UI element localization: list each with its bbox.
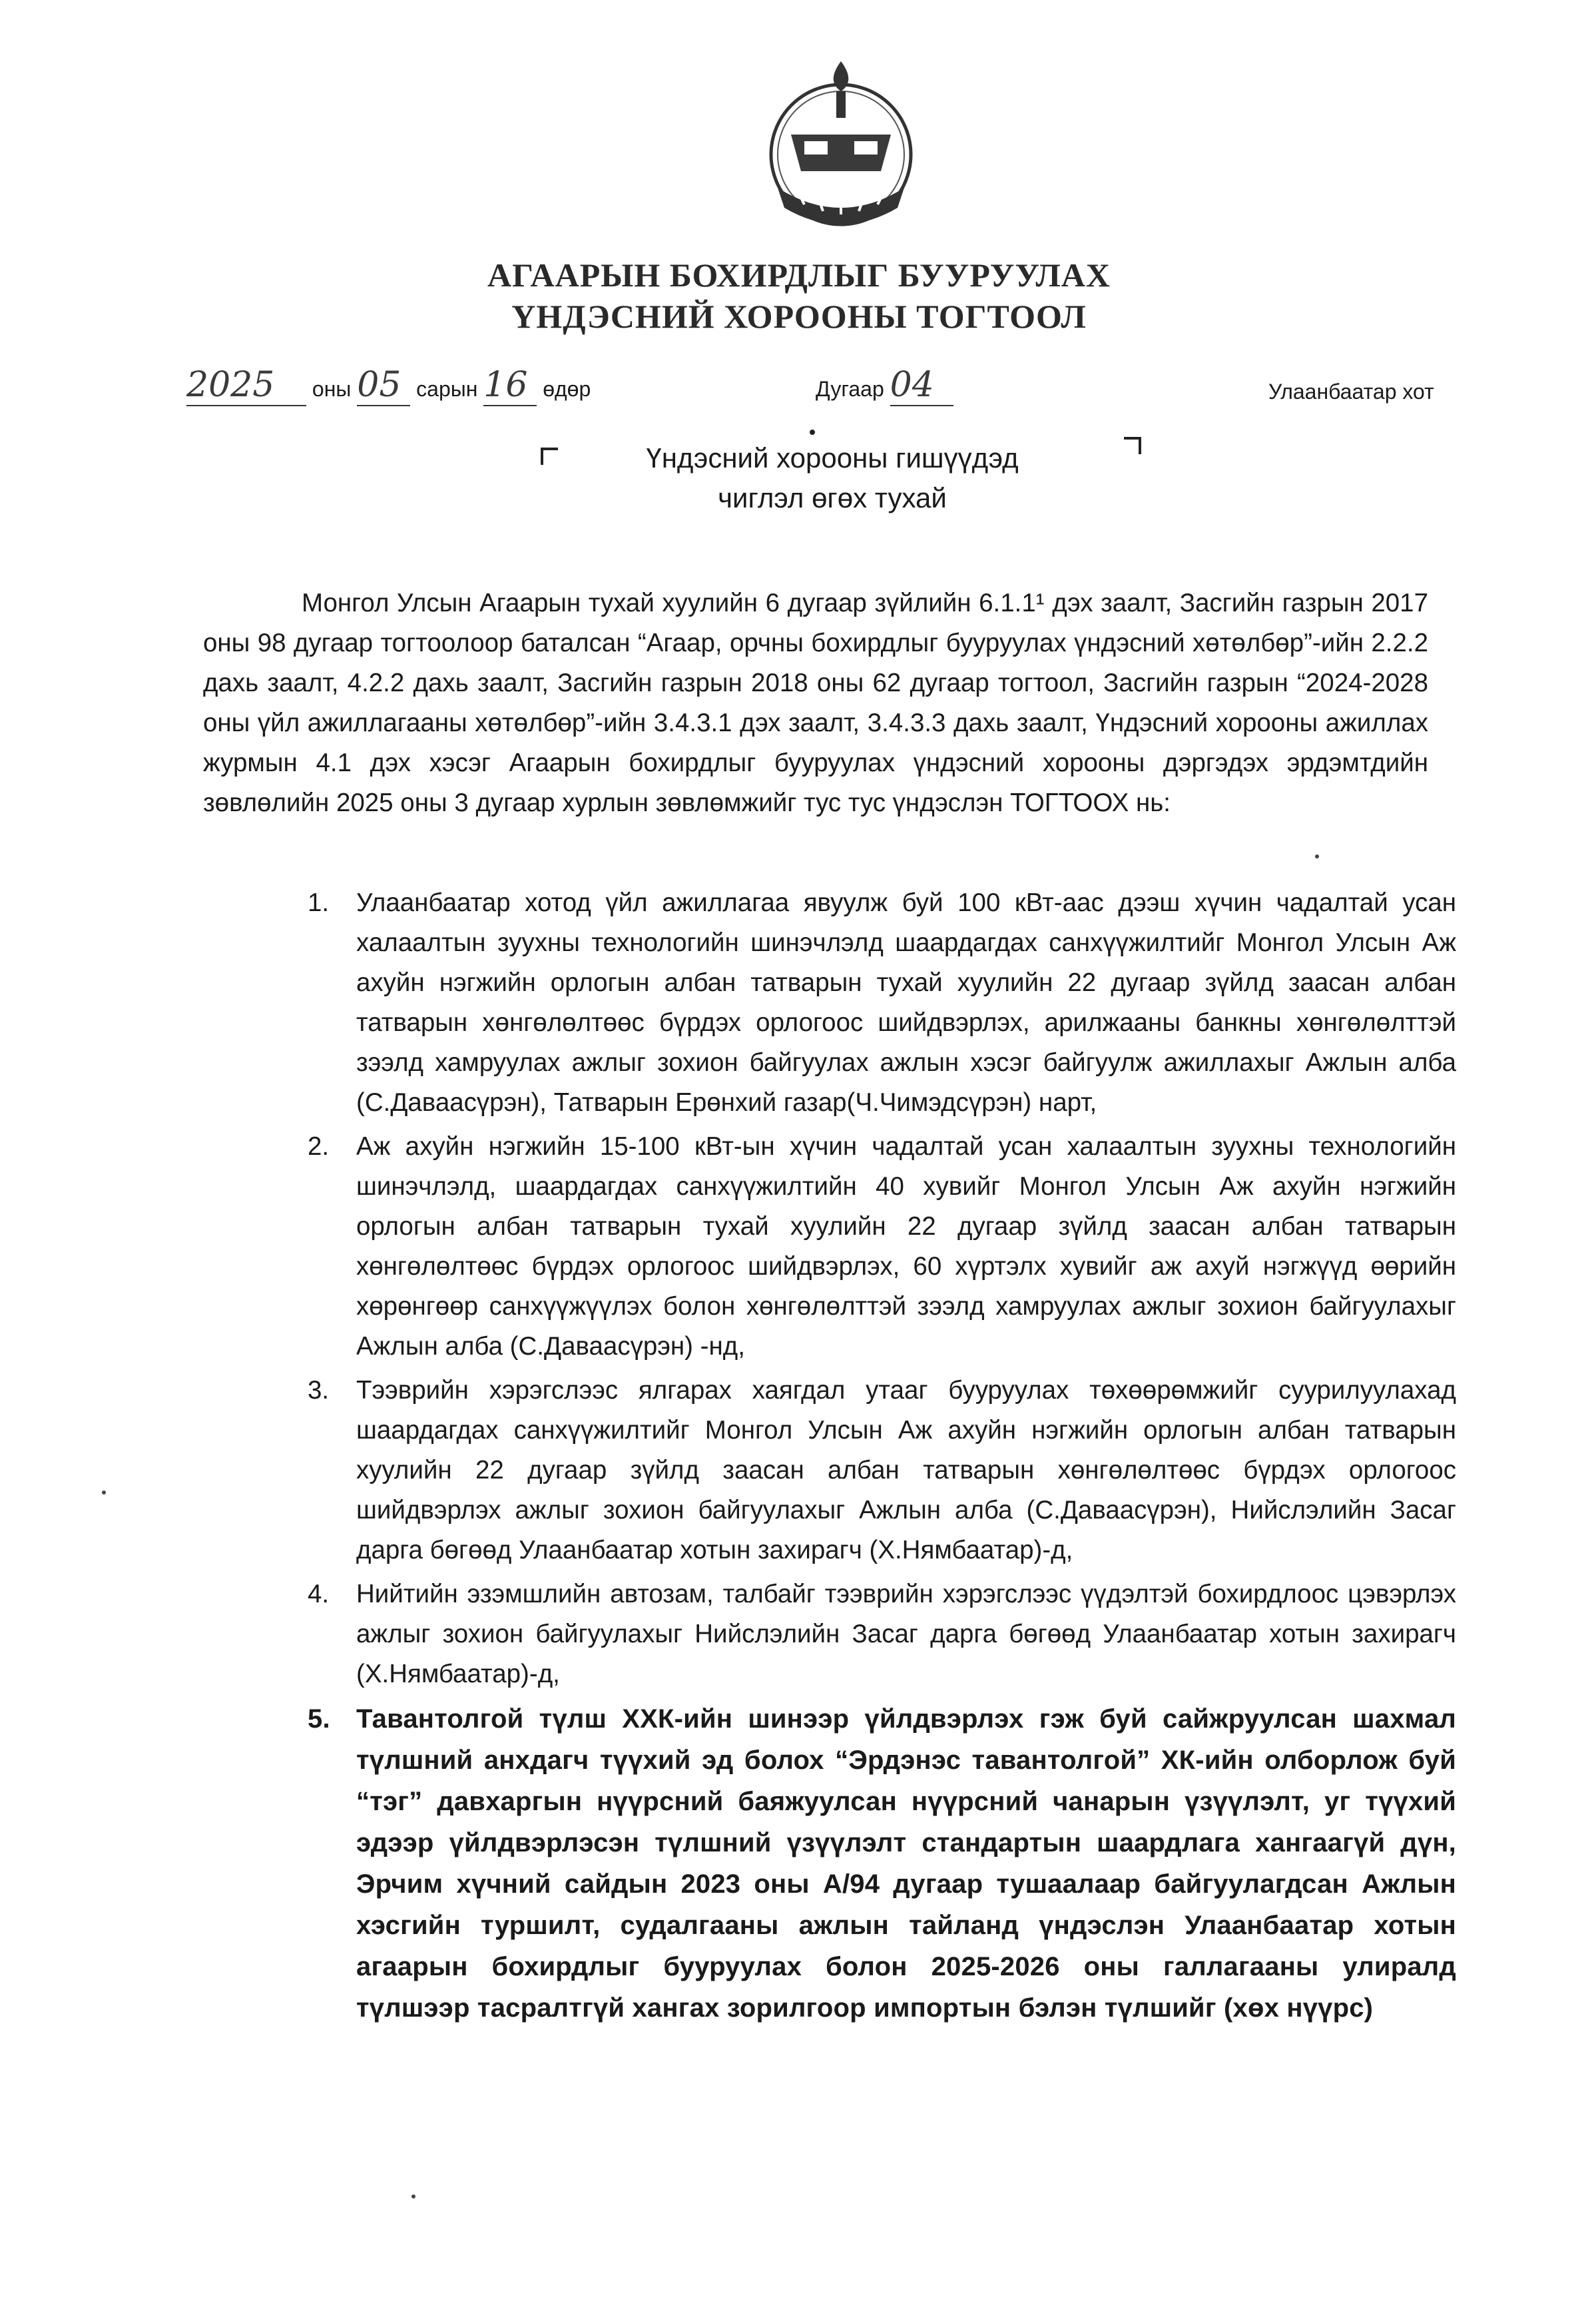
list-item-text: Тээврийн хэрэгслээс ялгарах хаягдал утааг бууруулах төхөөрөмжийг суурилуулахад шаардагдах санхүүжилтийг Монгол Улсын Аж ахуйн нэгжийн орлогын албан татварын хуулийн 22 дугаар зүйлд заасан албан татварын хөнгөлөлтөөс бүрдэх орлогоос шийдвэрлэх ажлыг зохион байгуулахыг Ажлын алба (С.Даваасүрэн), Нийслэлийн Засаг дарга бөгөөд Улаанбаатар хотын захирагч (Х.Нямбаатар)-д, <box>356 1376 1456 1564</box>
date-year: 2025 <box>186 365 306 406</box>
list-item <box>308 1127 1456 1367</box>
document-subject <box>466 438 1198 518</box>
state-emblem-icon <box>764 55 918 234</box>
number-label: Дугаар <box>816 377 884 401</box>
scan-speck <box>102 1490 106 1494</box>
list-item <box>308 1574 1456 1694</box>
list-item <box>308 1698 1456 2029</box>
number-value: 04 <box>890 365 953 406</box>
list-item-text: Улаанбаатар хотод үйл ажиллагаа явуулж буй 100 кВт-аас дээш хүчин чадалтай усан халаалтын зуухны технологийн шинэчлэлд шаардагдах санхүүжилтийг Монгол Улсын Аж ахуйн нэгжийн орлогын албан татварын тухай хуулийн 22 дугаар зүйлд заасан албан татварын хөнгөлөлтөөс бүрдэх орлогоос шийдвэрлэх, арилжааны банкны хөнгөлөлттэй зээлд хамруулах ажлыг зохион байгуулах ажлын хэсэг байгуулж ажиллахыг Ажлын алба (С.Даваасүрэн), Татварын Ерөнхий газар(Ч.Чимэдсүрэн) нарт, <box>356 888 1456 1117</box>
date-day: 16 <box>483 365 537 406</box>
list-item-text: Тавантолгой түлш ХХК-ийн шинээр үйлдвэрлэх гэж буй сайжруулсан шахмал түлшний анхдагч түүхий эд болох “Эрдэнэс тавантолгой” ХК-ийн олборлож буй “тэг” давхаргын нүүрсний баяжуулсан нүүрсний чанарын үзүүлэлт, уг түүхий эдээр үйлдвэрлэсэн түлшний үзүүлэлт стандартын шаардлага хангаагүй дүн, Эрчим хүчний сайдын 2023 оны А/94 дугаар тушаалаар байгуулагдсан Ажлын хэсгийн туршилт, судалгааны ажлын тайланд үндэслэн Улаанбаатар хотын агаарын бохирдлыг бууруулах болон 2025-2026 оны галлагааны улиралд түлшээр тасралтгүй хангах зорилгоор импортын бэлэн түлшийг (хөх нүүрс) <box>356 1704 1456 2023</box>
document-city: Улаанбаатар хот <box>1268 380 1434 404</box>
list-item-number: 3. <box>308 1376 330 1405</box>
list-item-number: 2. <box>308 1132 330 1161</box>
list-item-text: Нийтийн эзэмшлийн автозам, талбайг тээврийн хэрэгслээс үүдэлтэй бохирдлоос цэвэрлэх ажлыг зохион байгуулахыг Нийслэлийн Засаг дарга бөгөөд Улаанбаатар хотын захирагч (Х.Нямбаатар)-д, <box>356 1580 1456 1688</box>
document-number <box>816 365 953 405</box>
list-item <box>308 1371 1456 1570</box>
subject-line2: чиглэл өгөх тухай <box>718 482 947 513</box>
list-item-number: 1. <box>308 888 330 917</box>
list-item-number: 5. <box>308 1704 330 1734</box>
scan-speck <box>1315 854 1319 858</box>
date-month-suffix: сарын <box>416 377 478 401</box>
date-year-suffix: оны <box>312 377 352 401</box>
subject-dot <box>810 430 815 435</box>
document-title-line1: АГААРЫН БОХИРДЛЫГ БУУРУУЛАХ <box>487 256 1111 294</box>
scan-speck <box>411 2194 415 2198</box>
document-date <box>186 365 591 405</box>
date-day-suffix: өдөр <box>543 377 591 401</box>
date-month: 05 <box>357 365 410 406</box>
list-item-number: 4. <box>308 1580 330 1608</box>
list-item-text: Аж ахуйн нэгжийн 15-100 кВт-ын хүчин чадалтай усан халаалтын зуухны технологийн шинэчлэлд, шаардагдах санхүүжилтийн 40 хувийг Монгол Улсын Аж ахуйн нэгжийн орлогын албан татварын тухай хуулийн 22 дугаар зүйлд заасан албан татварын хөнгөлөлтөөс бүрдэх орлогоос шийдвэрлэх, 60 хүртэлх хувийг аж ахуй нэгжүүд өөрийн хөрөнгөөр санхүүжүүлэх болон хөнгөлөлттэй зээлд хамруулах ажлыг зохион байгуулахыг Ажлын алба (С.Даваасүрэн) -нд, <box>356 1132 1456 1361</box>
subject-line1: Үндэсний хорооны гишүүдэд <box>646 442 1019 474</box>
document-title-line2: ҮНДЭСНИЙ ХОРООНЫ ТОГТООЛ <box>511 298 1087 335</box>
resolution-items <box>308 883 1456 2033</box>
list-item <box>308 883 1456 1123</box>
preamble-paragraph: Монгол Улсын Агаарын тухай хуулийн 6 дугаар зүйлийн 6.1.1¹ дэх заалт, Засгийн газрын 2017 оны 98 дугаар тогтоолоор баталсан “Агаар, орчны бохирдлыг бууруулах үндэсний хөтөлбөр”-ийн 2.2.2 дахь заалт, 4.2.2 дахь заалт, Засгийн газрын 2018 оны 62 дугаар тогтоол, Засгийн газрын “2024-2028 оны үйл ажиллагааны хөтөлбөр”-ийн 3.4.3.1 дэх заалт, 3.4.3.3 дахь заалт, Үндэсний хорооны ажиллах журмын 4.1 дэх хэсэг Агаарын бохирдлыг бууруулах үндэсний хорооны дэргэдэх эрдэмтдийн зөвлөлийн 2025 оны 3 дугаар хурлын зөвлөмжийг тус тус үндэслэн ТОГТООХ нь: <box>203 589 1428 817</box>
